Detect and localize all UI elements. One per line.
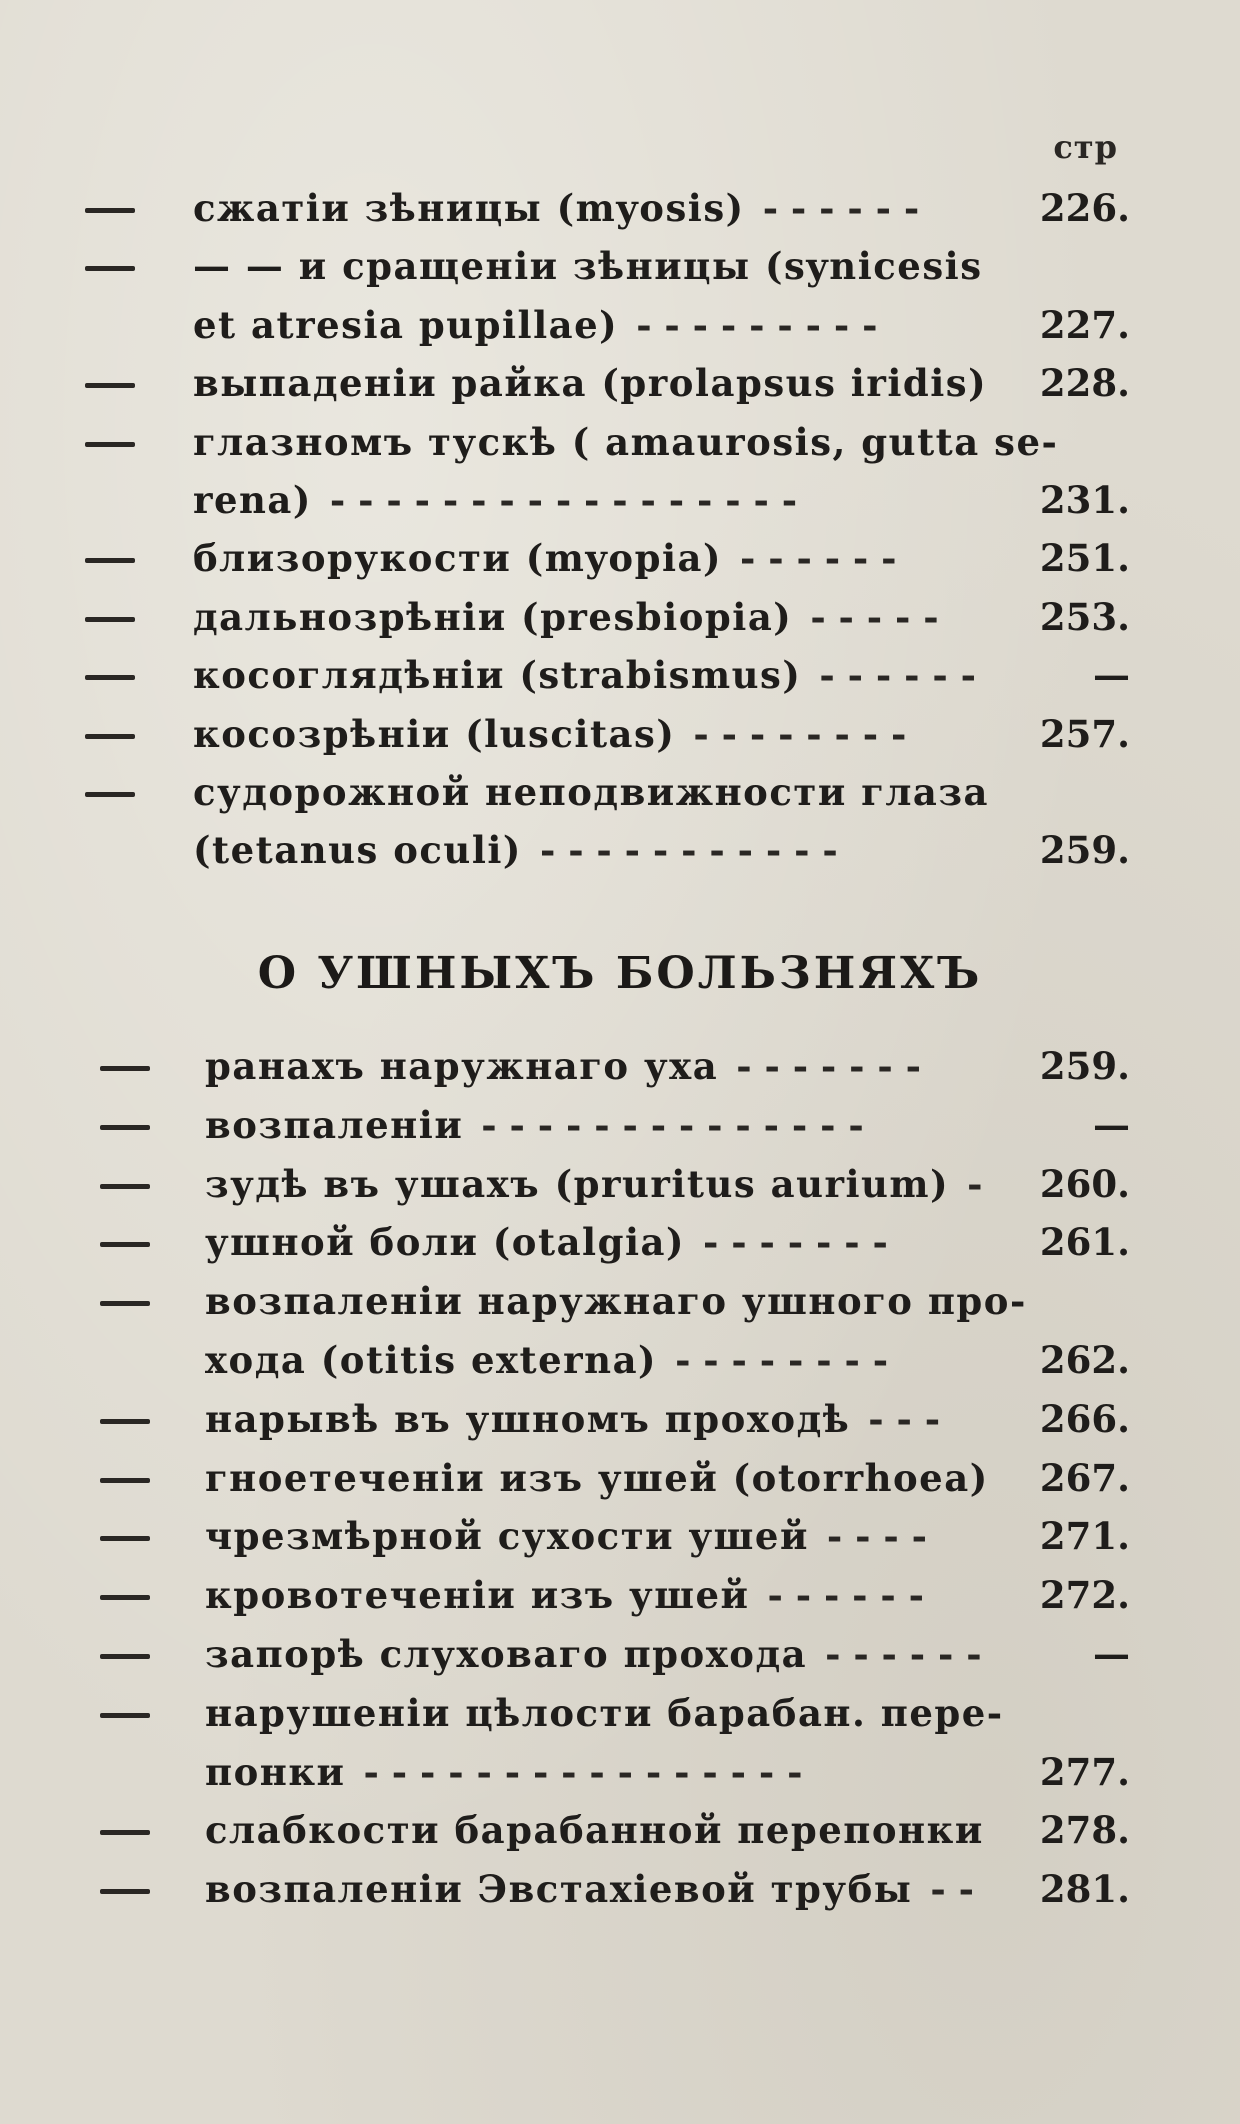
- dot-leader: - - - - - -: [767, 1573, 925, 1618]
- toc-page-number: 257.: [1039, 711, 1130, 756]
- toc-entry-text: ранахъ наружнаго уха: [205, 1044, 719, 1088]
- toc-page-number: 262.: [1039, 1338, 1130, 1382]
- dot-leader: - - - - - - - -: [693, 711, 907, 756]
- ditto-dash: [100, 1419, 150, 1424]
- ditto-dash: [100, 1478, 150, 1483]
- toc-entry-text: возпаленіи Эвстахіевой трубы: [205, 1867, 913, 1912]
- toc-entry-text: rena): [193, 478, 312, 522]
- toc-entry-text: судорожной неподвижности глаза: [193, 770, 989, 814]
- dot-leader: - - - - - -: [739, 536, 897, 581]
- ditto-dash: [100, 1654, 150, 1659]
- dot-leader: - - - - - - - - -: [636, 302, 878, 347]
- toc-entry: [0, 1861, 1240, 1917]
- toc-entry: [0, 1802, 1240, 1858]
- ditto-dash: [85, 617, 135, 622]
- ditto-dash: [100, 1713, 150, 1718]
- toc-entry-text: понки: [205, 1749, 346, 1794]
- toc-entry: [0, 1332, 1240, 1388]
- toc-entry: [0, 1685, 1240, 1741]
- toc-entry: [0, 1273, 1240, 1329]
- ditto-dash: [85, 675, 135, 680]
- dot-leader: - - - - - - - - - - -: [539, 828, 838, 873]
- toc-entry-text: возпаленіи: [205, 1102, 464, 1147]
- toc-page-number: 253.: [1039, 594, 1130, 639]
- toc-entry-text: чрезмѣрной сухости ушей: [205, 1514, 809, 1559]
- dot-leader: - - - - - - - -: [675, 1338, 889, 1382]
- toc-entry: [0, 530, 1240, 586]
- dot-leader: - - - - -: [810, 594, 939, 639]
- toc-entry: [0, 822, 1240, 878]
- toc-page-number: 278.: [1039, 1808, 1130, 1853]
- toc-page-number: —: [1093, 653, 1130, 698]
- toc-entry-text: нарушеніи цѣлости барабан. пере-: [205, 1690, 1004, 1735]
- toc-entry: [0, 589, 1240, 645]
- toc-page-number: 259.: [1039, 1044, 1130, 1088]
- ditto-dash: [85, 208, 135, 213]
- ditto-dash: [100, 1125, 150, 1130]
- toc-entry-text: возпаленіи наружнаго ушного про-: [205, 1279, 1027, 1324]
- toc-entry: [0, 1626, 1240, 1682]
- ditto-dash: [85, 383, 135, 388]
- toc-entry-text: — — и сращеніи зѣницы (synicesis: [193, 244, 983, 289]
- toc-entry: [0, 1391, 1240, 1447]
- toc-page-number: 266.: [1039, 1396, 1130, 1441]
- toc-entry: [0, 647, 1240, 703]
- ditto-dash: [85, 442, 135, 447]
- toc-page-number: 271.: [1039, 1514, 1130, 1559]
- toc-entry: [0, 472, 1240, 528]
- toc-entry-text: косоглядѣніи (strabismus): [193, 653, 802, 698]
- dot-leader: - - - - - - -: [736, 1044, 922, 1088]
- ditto-dash: [85, 558, 135, 563]
- toc-entry-text: нарывѣ въ ушномъ проходѣ: [205, 1396, 851, 1441]
- ditto-dash: [100, 1830, 150, 1835]
- toc-entry-text: хода (otitis externa): [205, 1338, 658, 1382]
- ditto-dash: [85, 266, 135, 271]
- toc-page-number: 227.: [1039, 302, 1130, 347]
- toc-entry-text: ушной боли (otalgia): [205, 1220, 686, 1265]
- dot-leader: - - - - - - - - - - - - - -: [481, 1102, 864, 1147]
- dot-leader: - - - - - -: [762, 186, 920, 230]
- toc-entry: [0, 238, 1240, 294]
- ditto-dash: [100, 1242, 150, 1247]
- ditto-dash: [100, 1184, 150, 1189]
- dot-leader: - - - - - - -: [703, 1220, 888, 1265]
- toc-entry: [0, 297, 1240, 353]
- toc-entry: [0, 1508, 1240, 1564]
- toc-page-number: 231.: [1039, 478, 1130, 522]
- toc-entry: [0, 1097, 1240, 1153]
- toc-entry-text: сжатіи зѣницы (myosis): [193, 186, 745, 230]
- section-title: О УШНЫХЪ БОЛЬЗНЯХЪ: [257, 948, 983, 999]
- toc-page-number: 228.: [1039, 361, 1130, 406]
- toc-entry: [0, 414, 1240, 470]
- page-column-header: стр: [1053, 128, 1118, 166]
- toc-entry: [0, 1744, 1240, 1800]
- toc-page-number: 267.: [1039, 1455, 1130, 1500]
- toc-entry: [0, 1567, 1240, 1623]
- dot-leader: -: [967, 1161, 983, 1206]
- ditto-dash: [100, 1595, 150, 1600]
- toc-entry: [0, 706, 1240, 762]
- toc-entry-text: слабкости барабанной перепонки: [205, 1808, 984, 1853]
- ditto-dash: [100, 1536, 150, 1541]
- toc-entry-text: близорукости (myopia): [193, 536, 722, 581]
- ditto-dash: [85, 792, 135, 797]
- toc-page-number: 261.: [1039, 1220, 1130, 1265]
- toc-entry: [0, 1038, 1240, 1094]
- toc-entry: [0, 1156, 1240, 1212]
- toc-entry-text: глазномъ тускѣ ( amaurosis, gutta se-: [193, 419, 1059, 464]
- toc-entry: [0, 355, 1240, 411]
- dot-leader: - - - - - - - - - - - - - - - -: [363, 1749, 803, 1794]
- dot-leader: - - -: [868, 1396, 941, 1441]
- toc-page-number: —: [1093, 1632, 1130, 1676]
- toc-entry-text: зудѣ въ ушахъ (pruritus aurium): [205, 1161, 950, 1206]
- toc-page-number: 251.: [1039, 536, 1130, 581]
- toc-page-number: 259.: [1039, 828, 1130, 873]
- ditto-dash: [100, 1889, 150, 1894]
- toc-entry: [0, 1214, 1240, 1270]
- toc-entry: [0, 1450, 1240, 1506]
- dot-leader: - - - - - - - - - - - - - - - - -: [329, 478, 798, 522]
- dot-leader: - -: [930, 1867, 974, 1912]
- toc-entry: [0, 764, 1240, 820]
- toc-page-number: 260.: [1039, 1161, 1130, 1206]
- ditto-dash: [85, 734, 135, 739]
- dot-leader: - - - - - -: [819, 653, 976, 698]
- ditto-dash: [100, 1301, 150, 1306]
- toc-entry-text: дальнозрѣніи (presbiopia): [193, 594, 793, 639]
- toc-page-number: —: [1093, 1102, 1130, 1147]
- toc-page-number: 272.: [1039, 1573, 1130, 1618]
- toc-page-number: 281.: [1039, 1867, 1130, 1912]
- dot-leader: - - - -: [826, 1514, 927, 1559]
- toc-entry-text: косозрѣніи (luscitas): [193, 711, 676, 756]
- toc-page-number: 226.: [1039, 186, 1130, 230]
- ditto-dash: [100, 1066, 150, 1071]
- toc-entry-text: (tetanus oculi): [193, 828, 522, 873]
- toc-entry-text: запорѣ слуховаго прохода: [205, 1632, 808, 1676]
- dot-leader: - - - - - -: [825, 1632, 982, 1676]
- toc-entry-text: et atresia pupillae): [193, 302, 619, 347]
- toc-entry: [0, 180, 1240, 236]
- toc-entry-text: выпаденіи райка (prolapsus iridis): [193, 361, 988, 406]
- toc-page-number: 277.: [1039, 1749, 1130, 1794]
- toc-entry-text: кровотеченіи изъ ушей: [205, 1573, 750, 1618]
- toc-entry-text: гноетеченіи изъ ушей (otorrhoea): [205, 1455, 989, 1500]
